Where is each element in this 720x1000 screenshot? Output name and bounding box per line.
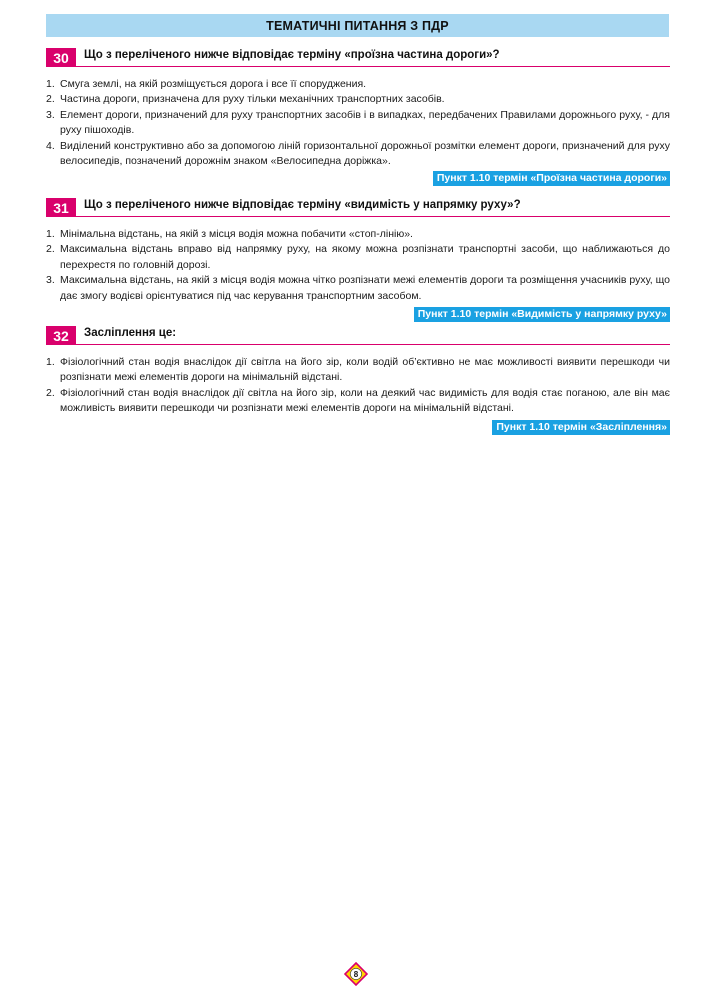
answer-item[interactable]: 3. Елемент дороги, призначений для руху транспортних засобів і в випадках, передбачених Правилами дорожнього руху, - для руху пішоходів. (46, 108, 670, 137)
question-31 (46, 198, 670, 323)
question-text: Засліплення це: (84, 327, 177, 339)
reference-row (46, 307, 670, 323)
answer-item[interactable]: 1. Мінімальна відстань, на якій з місця водія можна побачити «стоп-лінію». (46, 228, 413, 240)
answer-list (46, 227, 670, 304)
question-32 (46, 326, 670, 436)
rule-reference: Пункт 1.10 термін «Засліплення» (492, 420, 670, 435)
rule-reference: Пункт 1.10 термін «Видимість у напрямку руху» (414, 307, 670, 322)
answer-item[interactable]: 1. Смуга землі, на якій розміщується дорога і все її споруджения. (46, 78, 367, 90)
answer-item[interactable]: 1. Фізіологічний стан водія внаслідок дії світла на його зір, коли водій об’єктивно не має можливості виявити перешкоди чи розпізнати межі елементів дороги на мінімальній відстані. (46, 356, 670, 384)
section-title: ТЕМАТИЧНІ ПИТАННЯ З ПДР (266, 18, 449, 33)
page-number-badge (344, 962, 368, 986)
question-number: 30 (46, 48, 76, 67)
section-header (46, 14, 669, 37)
rule-reference: Пункт 1.10 термін «Проїзна частина дороги» (433, 171, 670, 186)
answer-item[interactable]: 3. Максимальна відстань, на якій з місця водія можна чітко розпізнати межі елементів дороги та розміщення учасників руху, що дає змогу водієві орієнтуватися під час керування транспортним засобом. (46, 274, 670, 302)
reference-row (46, 171, 670, 187)
answer-item[interactable]: 4. Виділений конструктивно або за допомогою ліній горизонтальної дорожньої розмітки елемент дороги, призначений для руху велосипедів, позначений дорожнім знаком «Велосипедна доріжка». (46, 139, 670, 168)
answer-item[interactable]: 2. Максимальна відстань вправо від напрямку руху, на якому можна розпізнати транспортні засоби, що наближаються до перехрестя по головній дорозі. (46, 243, 670, 271)
reference-row (46, 420, 670, 436)
question-header (46, 326, 670, 345)
answer-list (46, 355, 670, 417)
page-number: 8 (353, 969, 359, 979)
answer-list (46, 77, 670, 169)
answer-item[interactable]: 2. Частина дороги, призначена для руху тільки механічних транспортних засобів. (46, 93, 445, 106)
question-header (46, 198, 670, 217)
question-number: 32 (46, 326, 76, 345)
question-text: Що з переліченого нижче відповідає терміну «проїзна частина дороги»? (84, 49, 500, 61)
question-30 (46, 48, 670, 187)
question-number: 31 (46, 198, 76, 217)
question-header (46, 48, 670, 67)
question-text: Що з переліченого нижче відповідає терміну «видимість у напрямку руху»? (84, 199, 521, 211)
answer-item[interactable]: 2. Фізіологічний стан водія внаслідок дії світла на його зір, коли на деякий час видимість для водія стає поганою, але він має можливість виявити перешкоди чи розпізнати межі елементів дороги на мінімальній відстані. (46, 386, 670, 415)
